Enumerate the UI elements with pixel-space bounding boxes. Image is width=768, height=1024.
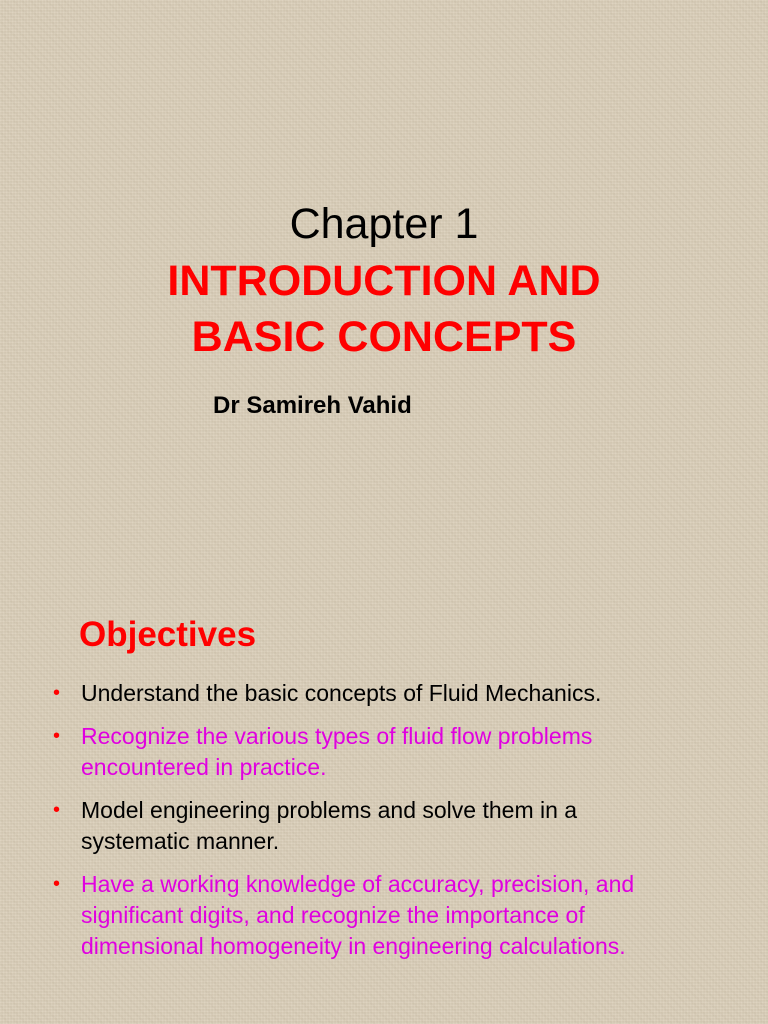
- main-title: [0, 253, 768, 365]
- bullet-icon: •: [53, 682, 61, 704]
- objectives-heading: Objectives: [79, 615, 257, 654]
- list-item: [50, 678, 690, 709]
- list-item-text: Recognize the various types of fluid flow problems encountered in practice.: [81, 723, 593, 780]
- bullet-icon: •: [53, 873, 61, 895]
- author-name: Dr Samireh Vahid: [213, 392, 412, 419]
- bullet-icon: •: [53, 799, 61, 821]
- list-item: [50, 795, 690, 857]
- chapter-title: Chapter 1: [289, 200, 479, 248]
- bullet-icon: •: [53, 725, 61, 747]
- main-title-line-1: INTRODUCTION AND: [167, 257, 601, 305]
- objectives-slide: [0, 512, 768, 1024]
- list-item-text: Have a working knowledge of accuracy, precision, and significant digits, and recognize the importance of dimensional homogeneity in engineering calculations.: [81, 871, 635, 959]
- list-item-text: Understand the basic concepts of Fluid Mechanics.: [81, 680, 602, 706]
- objectives-list: [50, 678, 690, 974]
- list-item: [50, 869, 690, 962]
- main-title-line-2: BASIC CONCEPTS: [191, 313, 577, 361]
- list-item: [50, 721, 690, 783]
- list-item-text: Model engineering problems and solve them in a systematic manner.: [81, 797, 578, 854]
